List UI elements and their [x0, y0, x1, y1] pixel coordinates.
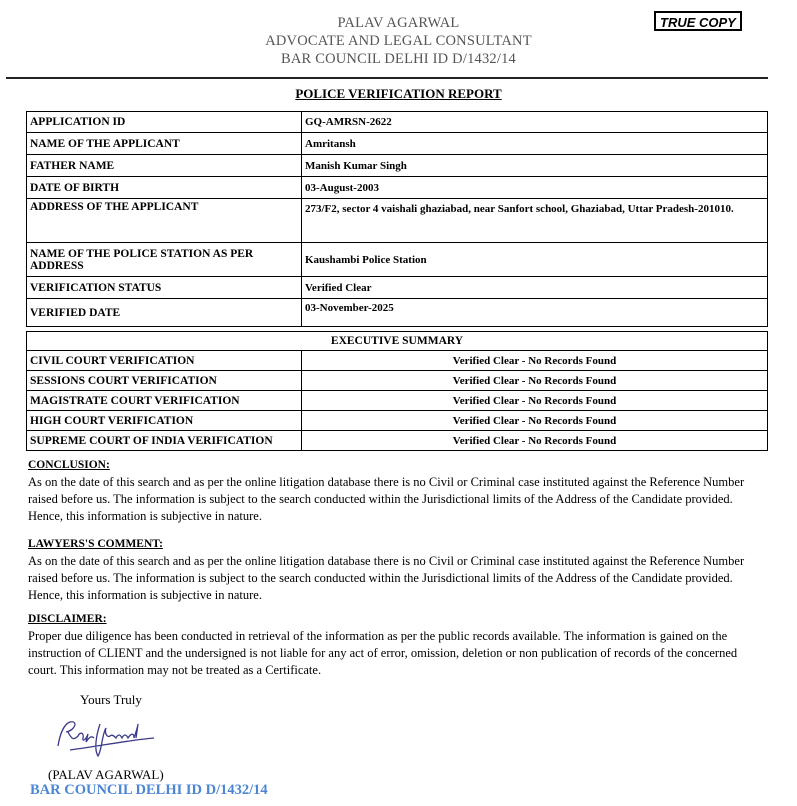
table-row	[27, 112, 768, 133]
advocate-designation: ADVOCATE AND LEGAL CONSULTANT	[265, 33, 532, 49]
detail-label: APPLICATION ID	[27, 112, 302, 133]
executive-summary-heading: EXECUTIVE SUMMARY	[27, 332, 768, 351]
summary-value: Verified Clear - No Records Found	[302, 431, 768, 451]
table-row	[27, 411, 768, 431]
detail-value: 273/F2, sector 4 vaishali ghaziabad, near Sanfort school, Ghaziabad, Uttar Pradesh-201010.	[302, 199, 768, 243]
conclusion-text: As on the date of this search and as per the online litigation database there is no Civil or Criminal case instituted against the Reference Number raised before us. The information is subject to the search conducted within the Jurisdictional limits of the Address of the Candidate provided. Hence, this information is subjective in nature.	[28, 475, 745, 523]
table-row	[27, 277, 768, 299]
table-row	[27, 431, 768, 451]
detail-value: GQ-AMRSN-2622	[302, 112, 768, 133]
summary-value: Verified Clear - No Records Found	[302, 411, 768, 431]
signature-image	[50, 716, 160, 761]
detail-label: ADDRESS OF THE APPLICANT	[27, 199, 302, 243]
true-copy-stamp: TRUE COPY	[654, 11, 742, 31]
detail-label: NAME OF THE POLICE STATION AS PER ADDRESS	[27, 243, 302, 277]
detail-value: Verified Clear	[302, 277, 768, 299]
disclaimer-text: Proper due diligence has been conducted in retrieval of the information as per the public records available. The information is gained on the instruction of CLIENT and the undersigned is not liable for any act of error, omission, deletion or non publication of records of the concerned court. This information may not be treated as a Certificate.	[28, 629, 738, 677]
summary-value: Verified Clear - No Records Found	[302, 351, 768, 371]
table-header-row	[27, 332, 768, 351]
detail-value: Manish Kumar Singh	[302, 155, 768, 177]
lawyers-comment-text: As on the date of this search and as per the online litigation database there is no Civil or Criminal case instituted against the Reference Number raised before us. The information is subject to the search conducted within the Jurisdictional limits of the Address of the Candidate provided. Hence, this information is subjective in nature.	[28, 554, 745, 602]
detail-label: VERIFIED DATE	[27, 299, 302, 327]
detail-value: Kaushambi Police Station	[302, 243, 768, 277]
page-title: POLICE VERIFICATION REPORT	[295, 86, 502, 101]
summary-label: CIVIL COURT VERIFICATION	[27, 351, 302, 371]
advocate-name: PALAV AGARWAL	[337, 15, 460, 31]
signatory-bar-id: BAR COUNCIL DELHI ID D/1432/14	[30, 782, 268, 798]
summary-label: MAGISTRATE COURT VERIFICATION	[27, 391, 302, 411]
executive-summary-table	[26, 331, 768, 451]
table-row	[27, 177, 768, 199]
detail-value: 03-November-2025	[302, 299, 768, 327]
detail-label: DATE OF BIRTH	[27, 177, 302, 199]
table-row	[27, 243, 768, 277]
signatory-name: (PALAV AGARWAL)	[48, 767, 164, 782]
details-table	[26, 111, 768, 327]
disclaimer-section	[28, 611, 768, 679]
disclaimer-label: DISCLAIMER:	[28, 613, 107, 625]
detail-value: 03-August-2003	[302, 177, 768, 199]
detail-value: Amritansh	[302, 133, 768, 155]
table-row	[27, 391, 768, 411]
summary-label: SESSIONS COURT VERIFICATION	[27, 371, 302, 391]
table-row	[27, 371, 768, 391]
summary-value: Verified Clear - No Records Found	[302, 391, 768, 411]
detail-label: NAME OF THE APPLICANT	[27, 133, 302, 155]
lawyers-comment-label: LAWYERS'S COMMENT:	[28, 538, 163, 550]
conclusion-section	[28, 457, 768, 525]
detail-label: VERIFICATION STATUS	[27, 277, 302, 299]
table-row	[27, 155, 768, 177]
lawyers-comment-section	[28, 536, 768, 604]
header-divider	[6, 77, 768, 79]
detail-label: FATHER NAME	[27, 155, 302, 177]
table-row	[27, 133, 768, 155]
table-row	[27, 351, 768, 371]
table-row	[27, 199, 768, 243]
summary-value: Verified Clear - No Records Found	[302, 371, 768, 391]
conclusion-label: CONCLUSION:	[28, 459, 110, 471]
summary-label: HIGH COURT VERIFICATION	[27, 411, 302, 431]
advocate-bar-id: BAR COUNCIL DELHI ID D/1432/14	[280, 51, 517, 67]
table-row	[27, 299, 768, 327]
summary-label: SUPREME COURT OF INDIA VERIFICATION	[27, 431, 302, 451]
closing: Yours Truly	[80, 692, 142, 707]
